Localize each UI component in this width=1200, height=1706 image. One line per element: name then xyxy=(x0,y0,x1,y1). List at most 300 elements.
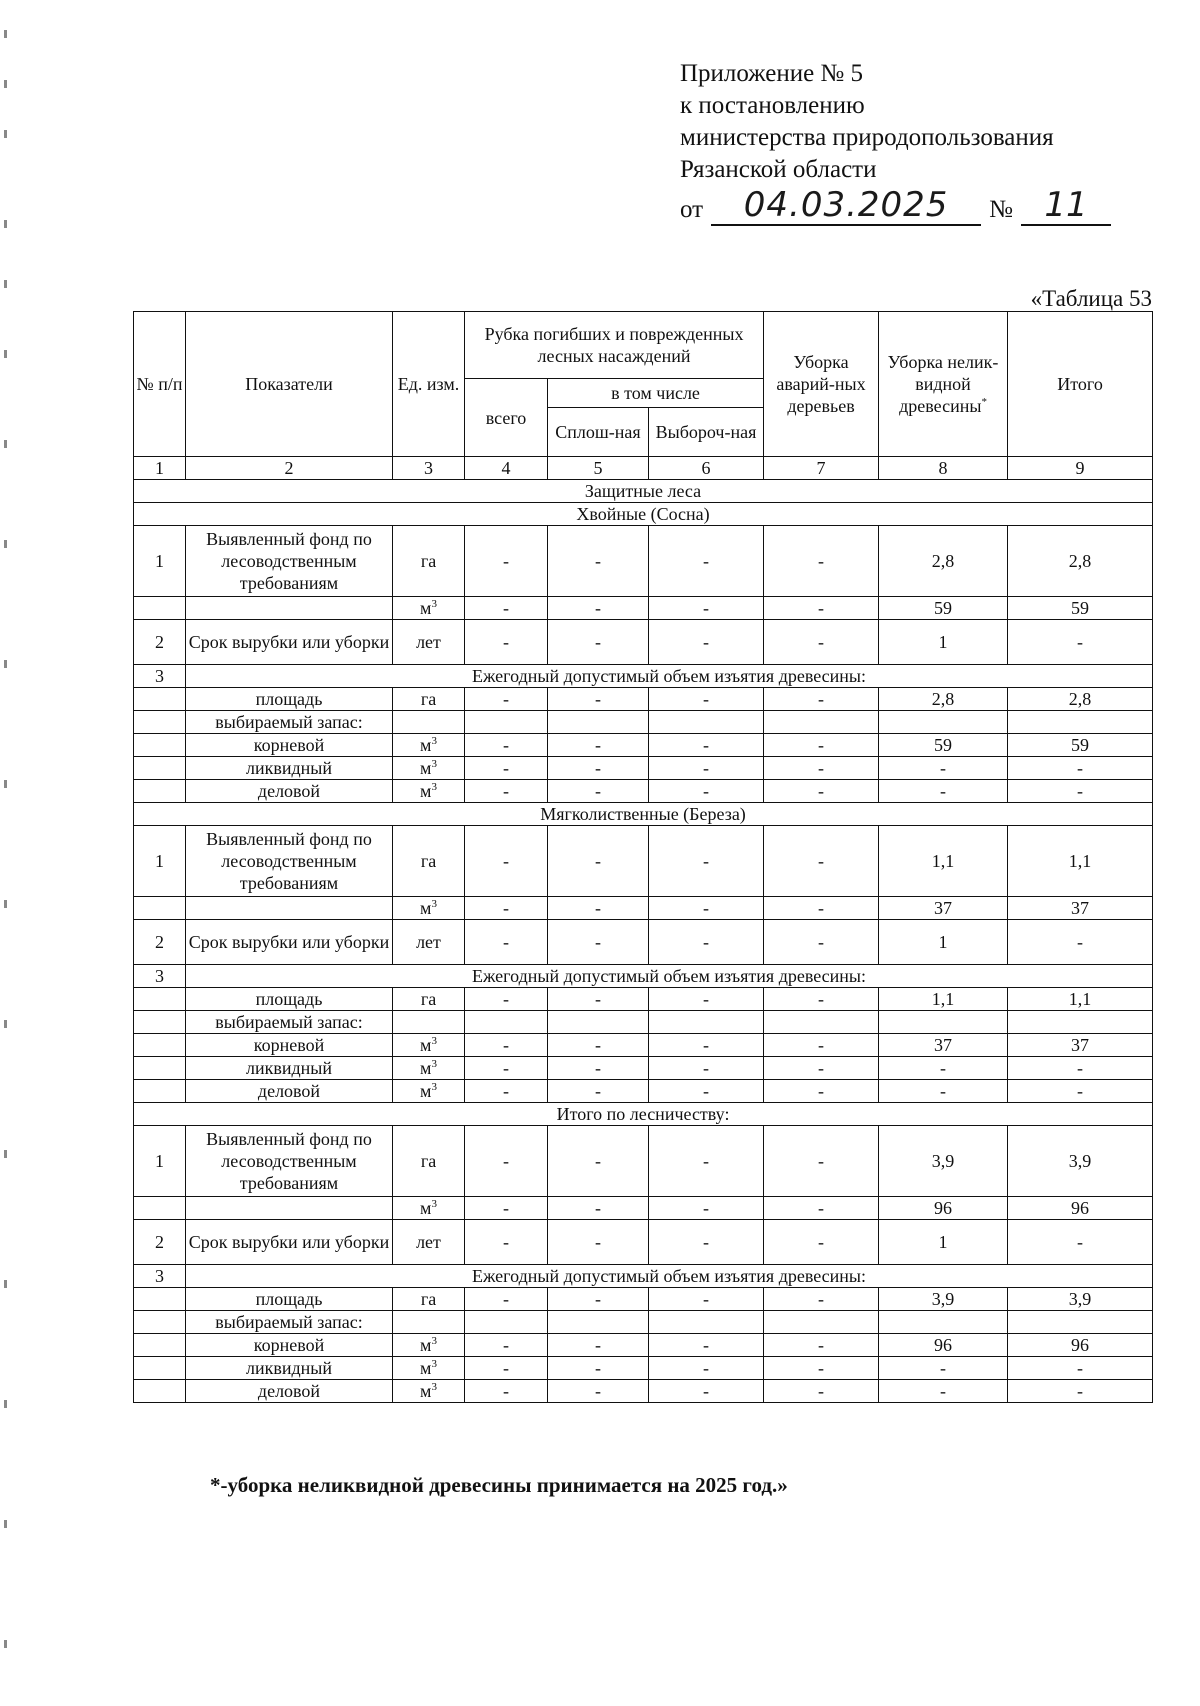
table-cell: - xyxy=(548,1057,649,1080)
table-cell xyxy=(134,1011,186,1034)
row-number: 2 xyxy=(134,620,186,665)
table-cell xyxy=(134,757,186,780)
unit-cubic-meter xyxy=(393,780,465,803)
scan-margin-marks xyxy=(4,20,14,1670)
row-label: ликвидный xyxy=(186,757,393,780)
table-row xyxy=(134,1220,1153,1265)
row-number: 2 xyxy=(134,1220,186,1265)
row-label: Срок вырубки или уборки xyxy=(186,620,393,665)
table-cell: 2,8 xyxy=(879,526,1008,597)
table-cell: 96 xyxy=(879,1334,1008,1357)
table-cell: - xyxy=(764,1334,879,1357)
unit-m-sup: 3 xyxy=(431,1198,437,1210)
row-label: Срок вырубки или уборки xyxy=(186,920,393,965)
section-title-row xyxy=(134,1103,1153,1126)
table-cell: - xyxy=(764,688,879,711)
table-cell: 59 xyxy=(1008,734,1153,757)
col-number: 6 xyxy=(649,457,764,480)
col-total: Итого xyxy=(1008,312,1153,457)
table-cell: 2,8 xyxy=(1008,526,1153,597)
table-cell: - xyxy=(879,1357,1008,1380)
row-number: 1 xyxy=(134,826,186,897)
table-cell: - xyxy=(649,1357,764,1380)
table-cell: 96 xyxy=(1008,1197,1153,1220)
unit-m: м xyxy=(420,781,432,801)
table-cell: 1,1 xyxy=(1008,988,1153,1011)
table-cell: - xyxy=(764,1288,879,1311)
table-cell: - xyxy=(548,1126,649,1197)
table-cell: 2,8 xyxy=(1008,688,1153,711)
table-cell: - xyxy=(764,620,879,665)
row-label: деловой xyxy=(186,1380,393,1403)
table-cell: 59 xyxy=(879,734,1008,757)
table-cell xyxy=(393,711,465,734)
table-cell xyxy=(465,711,548,734)
unit-m: м xyxy=(420,1058,432,1078)
unit-cubic-meter xyxy=(393,1057,465,1080)
table-cell xyxy=(134,1311,186,1334)
table-cell: - xyxy=(465,1034,548,1057)
table-cell: - xyxy=(1008,1380,1153,1403)
table-cell: - xyxy=(548,826,649,897)
col-selective: Выбороч-ная xyxy=(649,408,764,457)
unit-m-sup: 3 xyxy=(431,781,437,793)
col-nonliquid-asterisk: * xyxy=(981,396,987,408)
table-cell: - xyxy=(548,734,649,757)
table-row xyxy=(134,1334,1153,1357)
table-cell: - xyxy=(548,1034,649,1057)
table-cell xyxy=(186,1197,393,1220)
table-cell xyxy=(548,711,649,734)
unit-cubic-meter xyxy=(393,757,465,780)
col-total-all: всего xyxy=(465,379,548,457)
table-cell: - xyxy=(548,1197,649,1220)
row-label: выбираемый запас: xyxy=(186,711,393,734)
unit-ha: га xyxy=(393,526,465,597)
unit-cubic-meter xyxy=(393,1380,465,1403)
table-cell: - xyxy=(465,597,548,620)
col-number: 5 xyxy=(548,457,649,480)
table-cell: - xyxy=(764,1380,879,1403)
table-cell: - xyxy=(879,757,1008,780)
forest-table xyxy=(133,311,1153,1403)
row-label: ликвидный xyxy=(186,1357,393,1380)
row-label: выбираемый запас: xyxy=(186,1011,393,1034)
table-row xyxy=(134,965,1153,988)
table-row xyxy=(134,1357,1153,1380)
unit-m-sup: 3 xyxy=(431,1058,437,1070)
row-number: 1 xyxy=(134,526,186,597)
table-cell: - xyxy=(1008,1057,1153,1080)
col-indicators: Показатели xyxy=(186,312,393,457)
table-cell xyxy=(134,688,186,711)
table-cell: 1,1 xyxy=(879,826,1008,897)
unit-ha: га xyxy=(393,988,465,1011)
annual-volume-label: Ежегодный допустимый объем изъятия древесины: xyxy=(186,965,1153,988)
table-row xyxy=(134,757,1153,780)
table-cell: - xyxy=(649,620,764,665)
table-cell: - xyxy=(649,1034,764,1057)
table-cell: - xyxy=(764,1220,879,1265)
table-row xyxy=(134,1126,1153,1197)
section-title: Итого по лесничеству: xyxy=(134,1103,1153,1126)
table-cell xyxy=(764,711,879,734)
table-cell: - xyxy=(764,757,879,780)
table-caption: «Таблица 53 xyxy=(1030,286,1152,311)
table-cell: - xyxy=(1008,920,1153,965)
table-cell: - xyxy=(465,1080,548,1103)
table-cell: - xyxy=(649,780,764,803)
table-row xyxy=(134,711,1153,734)
table-cell: - xyxy=(548,757,649,780)
table-cell xyxy=(134,1057,186,1080)
table-row xyxy=(134,1197,1153,1220)
table-cell: - xyxy=(1008,1220,1153,1265)
col-unit: Ед. изм. xyxy=(393,312,465,457)
table-cell: - xyxy=(649,1080,764,1103)
row-label: площадь xyxy=(186,988,393,1011)
table-cell: - xyxy=(548,1357,649,1380)
unit-m: м xyxy=(420,758,432,778)
table-row xyxy=(134,988,1153,1011)
col-nonliquid xyxy=(879,312,1008,457)
table-cell: - xyxy=(465,826,548,897)
table-cell: - xyxy=(764,897,879,920)
table-cell: 3,9 xyxy=(879,1288,1008,1311)
table-sections xyxy=(134,503,1153,1403)
table-cell: - xyxy=(465,897,548,920)
unit-years: лет xyxy=(393,620,465,665)
table-cell: - xyxy=(465,920,548,965)
table-cell: - xyxy=(649,1220,764,1265)
table-cell xyxy=(134,1080,186,1103)
row-number: 3 xyxy=(134,665,186,688)
row-number: 2 xyxy=(134,920,186,965)
table-cell xyxy=(134,597,186,620)
table-cell: - xyxy=(649,1126,764,1197)
table-cell: - xyxy=(465,1288,548,1311)
unit-m: м xyxy=(420,1381,432,1401)
unit-cubic-meter xyxy=(393,597,465,620)
from-label: от xyxy=(680,196,704,223)
table-cell xyxy=(134,780,186,803)
row-number: 3 xyxy=(134,965,186,988)
table-cell: - xyxy=(764,780,879,803)
unit-ha: га xyxy=(393,826,465,897)
handwritten-number: 11 xyxy=(1021,186,1111,226)
unit-m-sup: 3 xyxy=(431,1035,437,1047)
unit-m-sup: 3 xyxy=(431,1381,437,1393)
table-row xyxy=(134,688,1153,711)
table-cell: - xyxy=(465,1357,548,1380)
col-number: 9 xyxy=(1008,457,1153,480)
table-cell: 1 xyxy=(879,920,1008,965)
table-cell xyxy=(548,1311,649,1334)
table-row xyxy=(134,734,1153,757)
table-row xyxy=(134,1080,1153,1103)
table-cell xyxy=(764,1311,879,1334)
table-cell: - xyxy=(649,897,764,920)
unit-m: м xyxy=(420,1198,432,1218)
number-label: № xyxy=(989,196,1013,223)
unit-cubic-meter xyxy=(393,897,465,920)
unit-m: м xyxy=(420,1035,432,1055)
row-number: 3 xyxy=(134,1265,186,1288)
table-cell xyxy=(134,1034,186,1057)
table-cell: - xyxy=(465,1380,548,1403)
table-cell: - xyxy=(649,1057,764,1080)
table-cell: - xyxy=(764,597,879,620)
row-label: выбираемый запас: xyxy=(186,1311,393,1334)
unit-cubic-meter xyxy=(393,1334,465,1357)
row-label: Выявленный фонд по лесоводственным требованиям xyxy=(186,1126,393,1197)
table-cell: 37 xyxy=(1008,1034,1153,1057)
table-cell: - xyxy=(764,1357,879,1380)
col-felling-group: Рубка погибших и поврежденных лесных насаждений xyxy=(465,312,764,379)
unit-cubic-meter xyxy=(393,1197,465,1220)
table-cell xyxy=(879,1011,1008,1034)
table-cell: 59 xyxy=(879,597,1008,620)
table-cell: 37 xyxy=(879,897,1008,920)
table-cell: - xyxy=(764,826,879,897)
table-cell: 3,9 xyxy=(879,1126,1008,1197)
table-cell xyxy=(764,1011,879,1034)
table-cell: - xyxy=(548,780,649,803)
table-cell xyxy=(134,1334,186,1357)
table-row xyxy=(134,1311,1153,1334)
col-number: 3 xyxy=(393,457,465,480)
table-cell: - xyxy=(548,526,649,597)
table-cell xyxy=(879,1311,1008,1334)
unit-cubic-meter xyxy=(393,1080,465,1103)
table-cell: - xyxy=(764,734,879,757)
table-cell: - xyxy=(465,1334,548,1357)
table-cell xyxy=(134,1288,186,1311)
row-label: корневой xyxy=(186,1034,393,1057)
table-cell xyxy=(134,988,186,1011)
table-row xyxy=(134,826,1153,897)
table-cell: - xyxy=(1008,780,1153,803)
unit-m-sup: 3 xyxy=(431,1335,437,1347)
unit-years: лет xyxy=(393,920,465,965)
section-title-row xyxy=(134,503,1153,526)
footnote: *-уборка неликвидной древесины принимается на 2025 год.» xyxy=(210,1473,788,1497)
table-cell: - xyxy=(1008,1080,1153,1103)
table-cell: - xyxy=(548,1288,649,1311)
table-cell: - xyxy=(879,1380,1008,1403)
table-cell xyxy=(186,897,393,920)
table-cell: 59 xyxy=(1008,597,1153,620)
row-label: Выявленный фонд по лесоводственным требованиям xyxy=(186,826,393,897)
table-cell: - xyxy=(465,688,548,711)
table-cell: 2,8 xyxy=(879,688,1008,711)
table-cell: 96 xyxy=(879,1197,1008,1220)
table-cell: - xyxy=(465,526,548,597)
table-row xyxy=(134,1057,1153,1080)
col-number: 1 xyxy=(134,457,186,480)
row-label: Выявленный фонд по лесоводственным требованиям xyxy=(186,526,393,597)
table-body xyxy=(134,480,1153,503)
table-cell xyxy=(134,897,186,920)
table-cell: - xyxy=(548,1380,649,1403)
table-cell: - xyxy=(548,920,649,965)
table-cell: - xyxy=(548,1080,649,1103)
table-cell: - xyxy=(764,1197,879,1220)
table-cell: - xyxy=(764,1080,879,1103)
table-cell xyxy=(393,1311,465,1334)
table-cell xyxy=(548,1011,649,1034)
table-cell: - xyxy=(548,597,649,620)
table-cell: - xyxy=(649,1334,764,1357)
table-cell: 3,9 xyxy=(1008,1126,1153,1197)
annual-volume-label: Ежегодный допустимый объем изъятия древесины: xyxy=(186,665,1153,688)
table-cell: - xyxy=(649,734,764,757)
table-cell: 37 xyxy=(1008,897,1153,920)
table-cell xyxy=(1008,711,1153,734)
table-cell xyxy=(649,1311,764,1334)
col-nonliquid-text: Уборка нелик-видной древесины xyxy=(887,352,999,416)
table-cell: - xyxy=(548,897,649,920)
table-cell: - xyxy=(764,1057,879,1080)
table-cell xyxy=(393,1011,465,1034)
unit-ha: га xyxy=(393,688,465,711)
row-label: корневой xyxy=(186,734,393,757)
table-cell: - xyxy=(465,1197,548,1220)
table-row xyxy=(134,1034,1153,1057)
annual-volume-label: Ежегодный допустимый объем изъятия древесины: xyxy=(186,1265,1153,1288)
table-cell: - xyxy=(465,1220,548,1265)
table-cell: - xyxy=(649,526,764,597)
table-cell: 96 xyxy=(1008,1334,1153,1357)
row-label: Срок вырубки или уборки xyxy=(186,1220,393,1265)
table-row xyxy=(134,1380,1153,1403)
table-cell: - xyxy=(649,920,764,965)
table-cell xyxy=(649,1011,764,1034)
table-cell: - xyxy=(465,620,548,665)
table-cell: - xyxy=(879,1057,1008,1080)
table-cell: - xyxy=(764,1126,879,1197)
table-cell xyxy=(134,711,186,734)
date-number-line xyxy=(680,186,1111,226)
section-title: Хвойные (Сосна) xyxy=(134,503,1153,526)
appendix-line-4: Рязанской области xyxy=(680,156,877,183)
unit-m-sup: 3 xyxy=(431,735,437,747)
unit-cubic-meter xyxy=(393,734,465,757)
unit-ha: га xyxy=(393,1288,465,1311)
table-cell: - xyxy=(649,1380,764,1403)
col-number: 4 xyxy=(465,457,548,480)
unit-m: м xyxy=(420,735,432,755)
table-cell: 1 xyxy=(879,1220,1008,1265)
row-label: деловой xyxy=(186,1080,393,1103)
table-cell xyxy=(465,1311,548,1334)
unit-m-sup: 3 xyxy=(431,1081,437,1093)
table-cell: - xyxy=(649,988,764,1011)
table-cell: 1,1 xyxy=(879,988,1008,1011)
table-row xyxy=(134,920,1153,965)
unit-m-sup: 3 xyxy=(431,1358,437,1370)
table-cell: - xyxy=(764,920,879,965)
unit-years: лет xyxy=(393,1220,465,1265)
table-cell: - xyxy=(465,780,548,803)
table-cell: - xyxy=(649,826,764,897)
appendix-header xyxy=(680,58,1111,226)
table-cell: - xyxy=(649,597,764,620)
row-number: 1 xyxy=(134,1126,186,1197)
table-cell: - xyxy=(764,526,879,597)
table-row xyxy=(134,597,1153,620)
unit-m: м xyxy=(420,1335,432,1355)
table-row xyxy=(134,780,1153,803)
unit-m: м xyxy=(420,1358,432,1378)
table-cell: - xyxy=(879,1080,1008,1103)
row-label: корневой xyxy=(186,1334,393,1357)
unit-m-sup: 3 xyxy=(431,898,437,910)
table-row xyxy=(134,526,1153,597)
unit-ha: га xyxy=(393,1126,465,1197)
table-row xyxy=(134,620,1153,665)
table-cell: - xyxy=(465,1057,548,1080)
table-cell: - xyxy=(1008,757,1153,780)
table-row xyxy=(134,1288,1153,1311)
table-cell xyxy=(134,1380,186,1403)
table-cell: - xyxy=(548,1220,649,1265)
table-row xyxy=(134,1011,1153,1034)
col-including: в том числе xyxy=(548,379,764,408)
table-row xyxy=(134,665,1153,688)
table-cell: 3,9 xyxy=(1008,1288,1153,1311)
col-emergency: Уборка аварий-ных деревьев xyxy=(764,312,879,457)
table-cell: - xyxy=(465,757,548,780)
unit-cubic-meter xyxy=(393,1357,465,1380)
appendix-line-3: министерства природопользования xyxy=(680,124,1054,151)
section-title: Мягколиственные (Береза) xyxy=(134,803,1153,826)
row-label: ликвидный xyxy=(186,1057,393,1080)
col-number: 7 xyxy=(764,457,879,480)
table-row xyxy=(134,897,1153,920)
appendix-line-1: Приложение № 5 xyxy=(680,60,864,87)
table-cell: - xyxy=(465,1126,548,1197)
col-number: 8 xyxy=(879,457,1008,480)
table-cell: - xyxy=(548,688,649,711)
table-cell xyxy=(649,711,764,734)
table-cell xyxy=(465,1011,548,1034)
col-no: № п/п xyxy=(134,312,186,457)
table-row xyxy=(134,1265,1153,1288)
table-cell: - xyxy=(879,780,1008,803)
section-title-row xyxy=(134,803,1153,826)
unit-m: м xyxy=(420,598,432,618)
unit-m-sup: 3 xyxy=(431,598,437,610)
category-title: Защитные леса xyxy=(134,480,1153,503)
table-cell: - xyxy=(465,988,548,1011)
table-cell: 1 xyxy=(879,620,1008,665)
table-cell: - xyxy=(764,988,879,1011)
table-cell: - xyxy=(1008,620,1153,665)
table-cell: - xyxy=(1008,1357,1153,1380)
unit-cubic-meter xyxy=(393,1034,465,1057)
handwritten-date: 04.03.2025 xyxy=(711,186,981,226)
table-cell: 37 xyxy=(879,1034,1008,1057)
table-cell: - xyxy=(548,620,649,665)
table-cell: - xyxy=(764,1034,879,1057)
table-cell: - xyxy=(649,688,764,711)
row-label: площадь xyxy=(186,1288,393,1311)
appendix-line-2: к постановлению xyxy=(680,92,865,119)
table-cell xyxy=(134,1197,186,1220)
unit-m-sup: 3 xyxy=(431,758,437,770)
table-cell: - xyxy=(649,1288,764,1311)
